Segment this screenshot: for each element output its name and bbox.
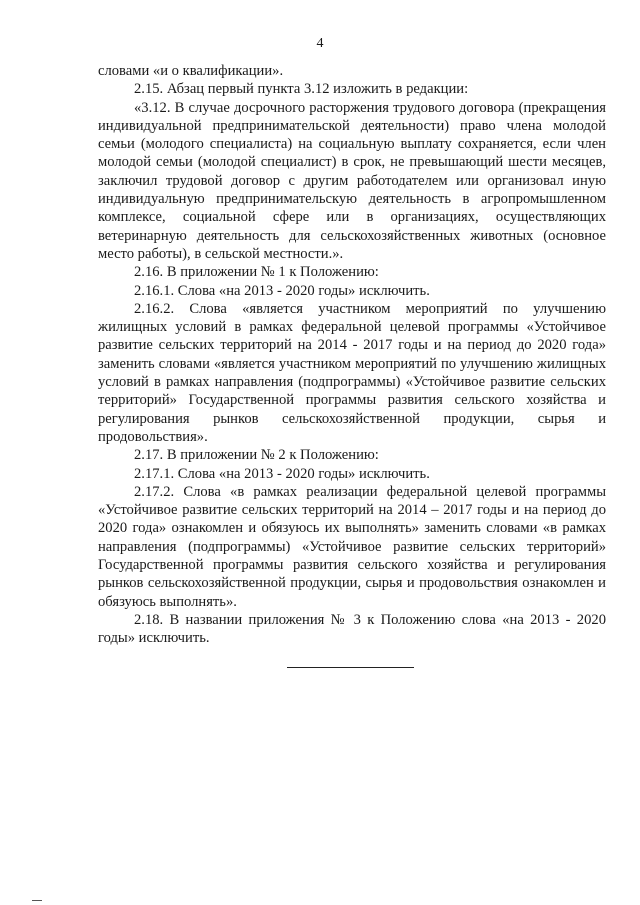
paragraph-2-15: 2.15. Абзац первый пункта 3.12 изложить в редакции:: [134, 81, 469, 98]
paragraph-2-18: 2.18. В названии приложения № 3 к Положению слова «на 2013 - 2020 годы» исключить.: [98, 611, 606, 647]
paragraph-2-16-1: 2.16.1. Слова «на 2013 - 2020 годы» исключить.: [134, 282, 430, 299]
paragraph-2-17-1: 2.17.1. Слова «на 2013 - 2020 годы» исключить.: [134, 465, 430, 482]
paragraph-2-16-2: 2.16.2. Слова «является участником мероприятий по улучшению жилищных условий в рамках федеральной целевой программы «Устойчивое развитие сельских территорий на 2014 - 2017 годы и на период до 2020 года» заменить словами «является участником мероприятий по улучшению жилищных условий в рамках направления (подпрограммы) «Устойчивое развитие сельских территорий» Государственной программы развития сельского хозяйства и регулирования рынков сельскохозяйственной продукции, сырья и продовольствия».: [98, 300, 606, 445]
paragraph-continuation: словами «и о квалификации».: [98, 63, 284, 79]
document-body: [98, 62, 606, 648]
paragraph-2-17-2: 2.17.2. Слова «в рамках реализации федеральной целевой программы «Устойчивое развитие сельских территорий на 2014 – 2017 годы и на период до 2020 года» ознакомлен и обязуюсь их выполнять» заменить словами «в рамках направления (подпрограммы) «Устойчивое развитие сельских территорий» Государственной программы развития сельского хозяйства и регулирования рынков сельскохозяйственной продукции, сырья и продовольствия ознакомлен и обязуюсь выполнять».: [98, 483, 606, 610]
end-separator-line: [287, 667, 414, 668]
scan-edge-mark: [32, 900, 42, 901]
paragraph-2-17: 2.17. В приложении № 2 к Положению:: [134, 447, 379, 464]
paragraph-2-16: 2.16. В приложении № 1 к Положению:: [134, 264, 379, 281]
page-number: 4: [316, 36, 324, 51]
paragraph-3-12-quote: «3.12. В случае досрочного расторжения трудового договора (прекращения индивидуальной предпринимательской деятельности) право члена молодой семьи (молодого специалиста) на социальную выплату сохраняется, если член молодой семьи (молодой специалист) в срок, не превышающий шести месяцев, заключил трудовой договор с другим работодателем или организовал иную индивидуальную предпринимательскую деятельность в агропромышленном комплексе, социальной сфере или в организациях, осуществляющих ветеринарную деятельность для сельскохозяйственных животных (основное место работы), в сельской местности.».: [98, 99, 606, 262]
